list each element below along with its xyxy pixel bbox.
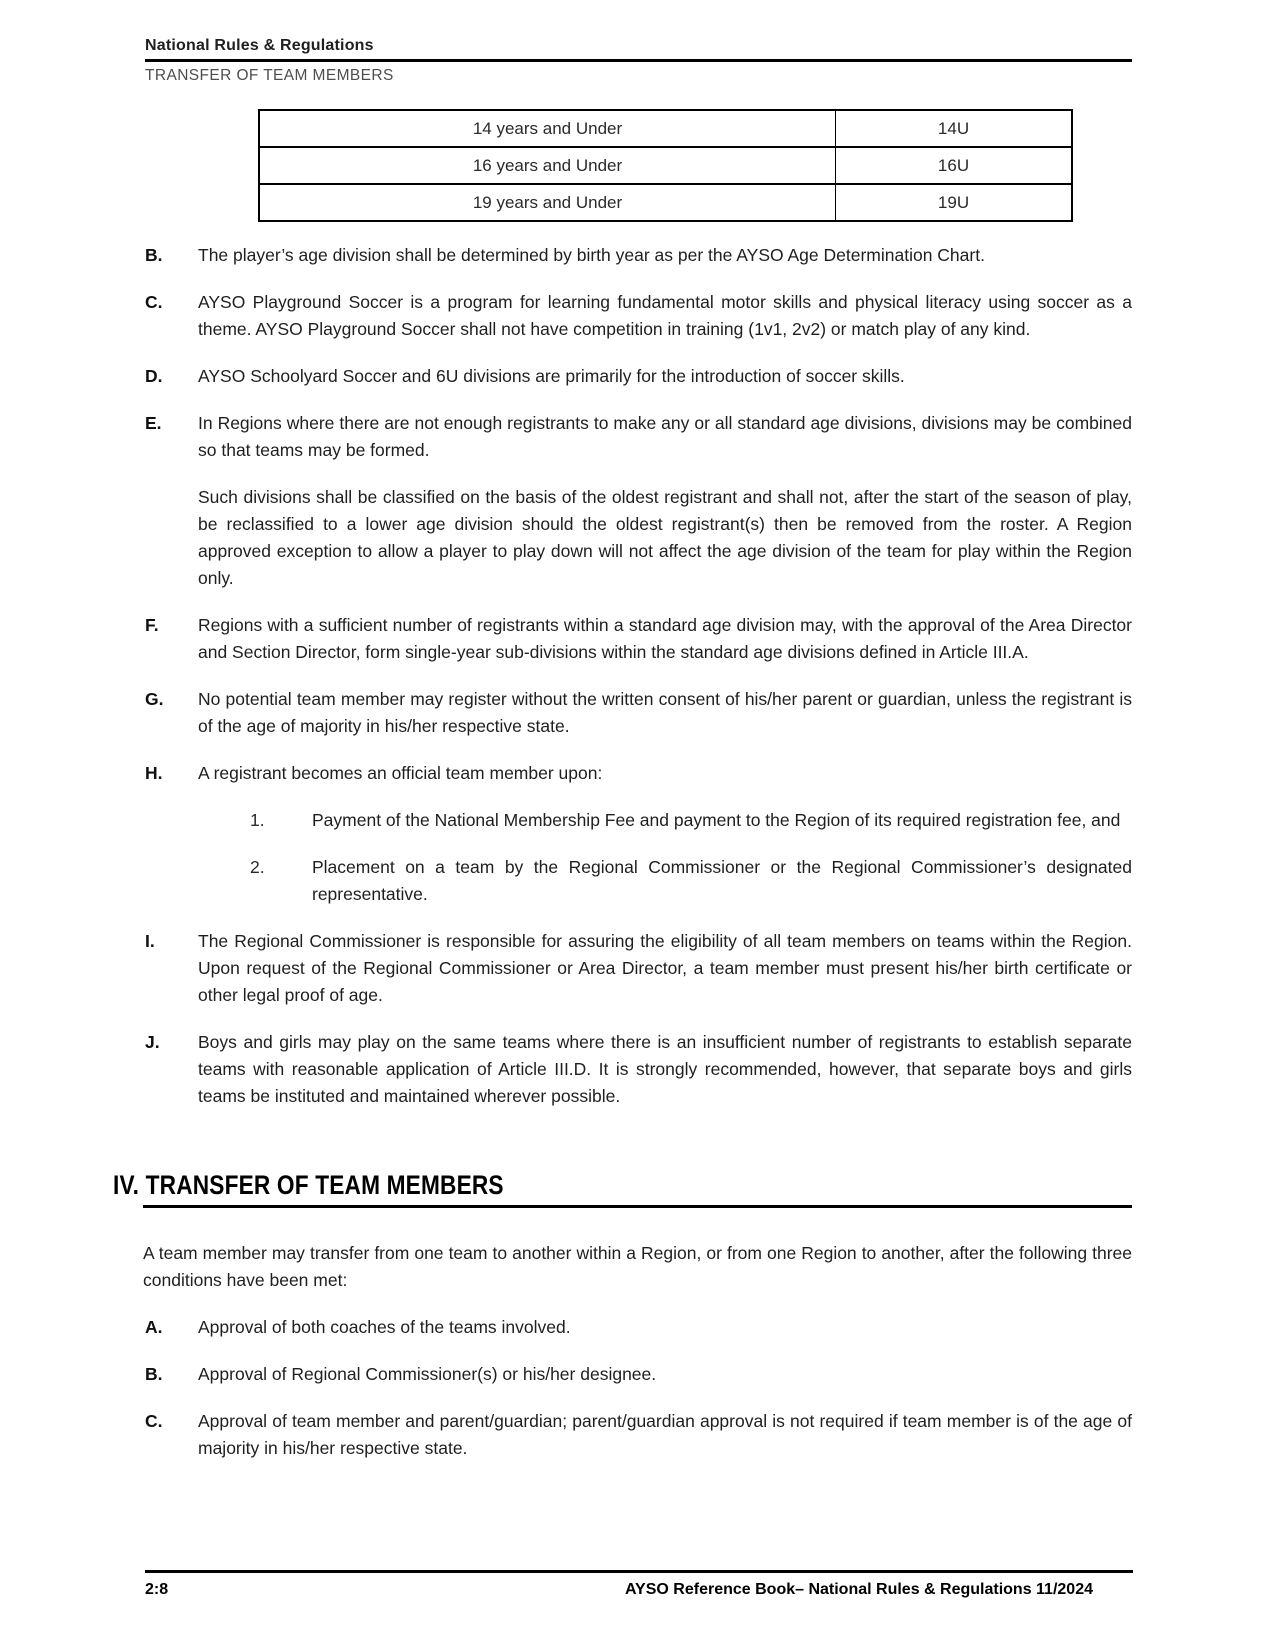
footer-divider <box>145 1570 1133 1573</box>
section-heading-underline <box>143 1205 1132 1208</box>
item-letter: B. <box>145 244 163 265</box>
item-text: Approval of team member and parent/guardian; parent/guardian approval is not required if team member is of the age of majority in his/her respective state. <box>198 1410 1132 1458</box>
list-item-b <box>145 1361 1132 1388</box>
age-code-cell: 19U <box>836 184 1073 221</box>
item-letter: F. <box>145 614 159 635</box>
age-group-cell: 14 years and Under <box>259 110 836 147</box>
list-item-f <box>145 612 1132 666</box>
item-text: The Regional Commissioner is responsible for assuring the eligibility of all team members on teams within the Region. Upon request of the Regional Commissioner or Area Director, a team member must present his/her birth certificate or other legal proof of age. <box>198 930 1132 1005</box>
document-subtitle: TRANSFER OF TEAM MEMBERS <box>145 66 394 84</box>
transfer-conditions-list <box>145 1314 1132 1462</box>
sub-item-2 <box>250 854 1132 908</box>
item-text: No potential team member may register without the written consent of his/her parent or guardian, unless the registrant is of the age of majority in his/her respective state. <box>198 688 1132 736</box>
sub-item-number: 2. <box>250 856 265 877</box>
item-text: Approval of Regional Commissioner(s) or his/her designee. <box>198 1363 657 1384</box>
table-row <box>259 184 1072 221</box>
table-row <box>259 110 1072 147</box>
list-item-d <box>145 363 1132 390</box>
header-divider <box>145 59 1132 62</box>
section-intro: A team member may transfer from one team to another within a Region, or from one Region to another, after the following three conditions have been met: <box>143 1242 1132 1290</box>
table-row <box>259 147 1072 184</box>
page-header <box>145 36 1132 85</box>
rules-list <box>145 242 1132 1110</box>
list-item-b <box>145 242 1132 269</box>
item-letter: I. <box>145 930 155 951</box>
item-letter: A. <box>145 1316 163 1337</box>
section-transfer <box>113 1166 1132 1462</box>
list-item-e <box>145 410 1132 592</box>
item-text: Approval of both coaches of the teams involved. <box>198 1316 571 1337</box>
item-letter: C. <box>145 1410 163 1431</box>
page-number: 2:8 <box>145 1580 169 1598</box>
list-item-i <box>145 928 1132 1009</box>
item-letter: C. <box>145 291 163 312</box>
item-letter: E. <box>145 412 162 433</box>
age-division-table <box>258 109 1073 222</box>
item-text: A registrant becomes an official team member upon: <box>198 762 603 783</box>
item-letter: G. <box>145 688 164 709</box>
section-heading: IV. TRANSFER OF TEAM MEMBERS <box>113 1169 504 1200</box>
list-item-a <box>145 1314 1132 1341</box>
age-code-cell: 16U <box>836 147 1073 184</box>
item-text: Boys and girls may play on the same teams where there is an insufficient number of registrants to establish separate teams with reasonable application of Article III.D. It is strongly recommended, however, that separate boys and girls teams be instituted and maintained wherever possible. <box>198 1031 1132 1106</box>
item-paragraph: In Regions where there are not enough registrants to make any or all standard age divisions, divisions may be combined so that teams may be formed. <box>198 412 1132 460</box>
age-group-cell: 16 years and Under <box>259 147 836 184</box>
item-letter: B. <box>145 1363 163 1384</box>
item-paragraph: Such divisions shall be classified on the basis of the oldest registrant and shall not, after the start of the season of play, be reclassified to a lower age division should the oldest registrant(s) then be removed from the roster. A Region approved exception to allow a player to play down will not affect the age division of the team for play within the Region only. <box>198 486 1132 588</box>
age-code-cell: 14U <box>836 110 1073 147</box>
age-group-cell: 19 years and Under <box>259 184 836 221</box>
item-text: AYSO Playground Soccer is a program for learning fundamental motor skills and physical literacy using soccer as a theme. AYSO Playground Soccer shall not have competition in training (1v1, 2v2) or match play of any kind. <box>198 291 1132 339</box>
footer-reference: AYSO Reference Book– National Rules & Regulations 11/2024 <box>624 1580 1093 1598</box>
item-text <box>198 410 1132 592</box>
list-item-c <box>145 289 1132 343</box>
item-letter: D. <box>145 365 163 386</box>
item-letter: J. <box>145 1031 160 1052</box>
sub-item-1 <box>250 807 1132 834</box>
page-footer <box>145 1570 1133 1600</box>
item-text: AYSO Schoolyard Soccer and 6U divisions are primarily for the introduction of soccer skills. <box>198 365 905 386</box>
item-text: Regions with a sufficient number of registrants within a standard age division may, with the approval of the Area Director and Section Director, form single-year sub-divisions within the standard age divisions defined in Article III.A. <box>198 614 1132 662</box>
item-letter: H. <box>145 762 163 783</box>
footer-row <box>145 1580 1133 1600</box>
list-item-j <box>145 1029 1132 1110</box>
sub-item-number: 1. <box>250 809 265 830</box>
list-item-h <box>145 760 1132 787</box>
document-title: National Rules & Regulations <box>145 37 374 54</box>
item-text: The player’s age division shall be determined by birth year as per the AYSO Age Determination Chart. <box>198 244 985 265</box>
sub-item-text: Placement on a team by the Regional Commissioner or the Regional Commissioner’s designated representative. <box>312 856 1132 904</box>
sub-item-text: Payment of the National Membership Fee and payment to the Region of its required registration fee, and <box>312 809 1121 830</box>
list-item-c <box>145 1408 1132 1462</box>
list-item-g <box>145 686 1132 740</box>
